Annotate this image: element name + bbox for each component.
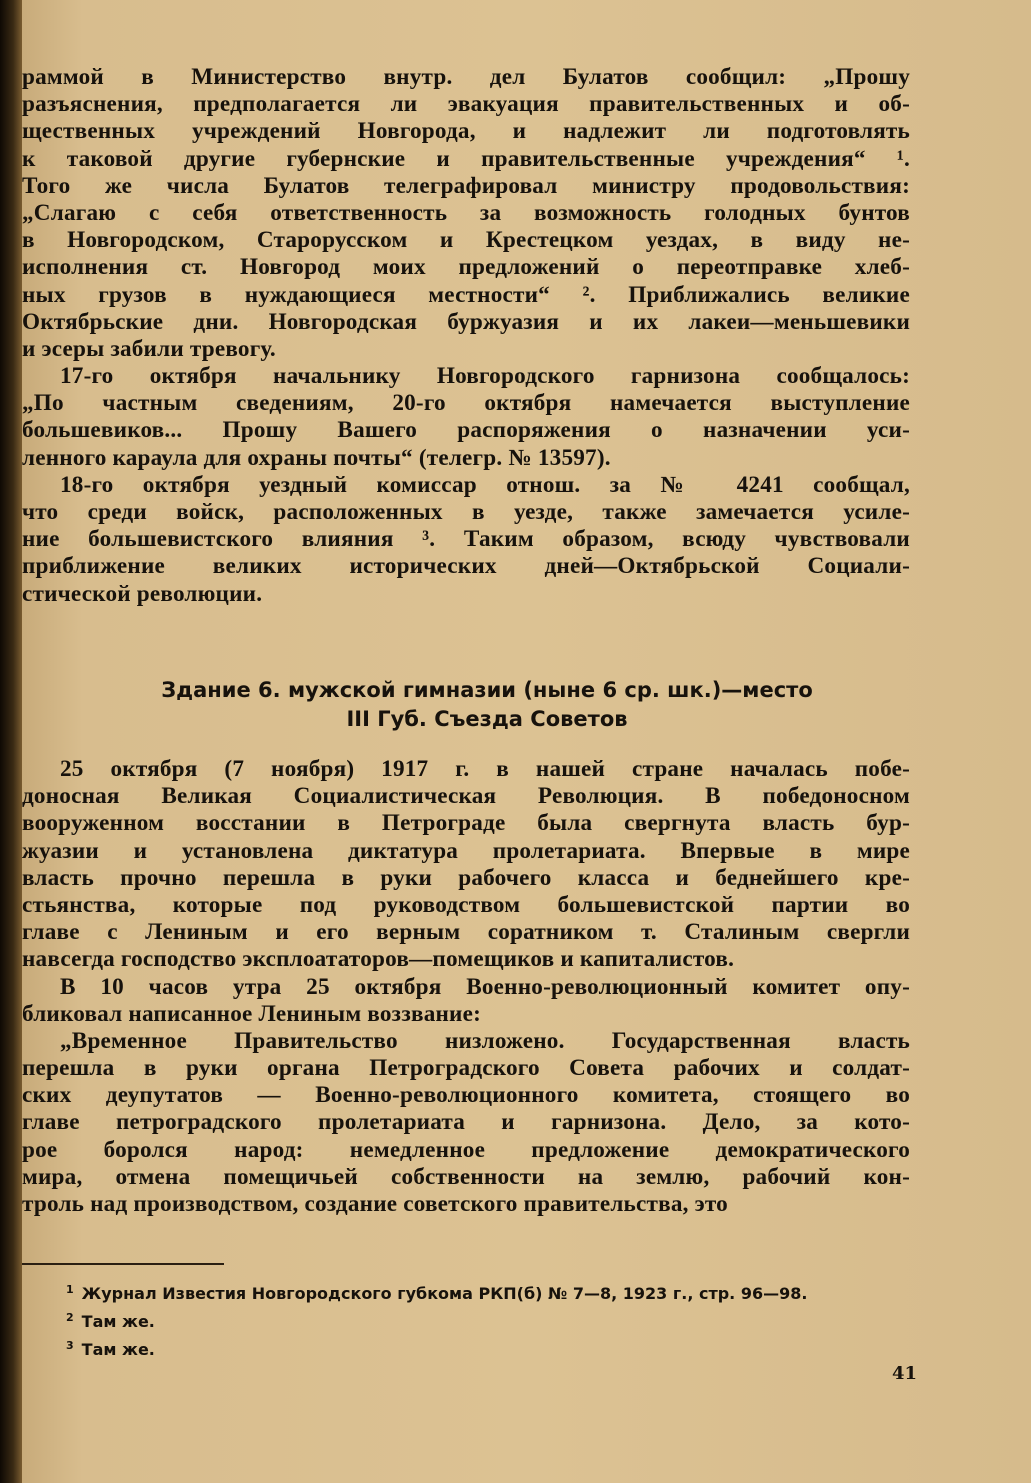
- text-line: 25 октября (7 ноября) 1917 г. в нашей стране началась побе-: [60, 756, 910, 782]
- section-heading-line-1: Здание 6. мужской гимназии (ныне 6 ср. шк.)—место: [161, 678, 813, 702]
- section-heading-line-2: III Губ. Съезда Советов: [346, 707, 628, 731]
- text-line: вооруженном восстании в Петрограде была свергнута власть бур-: [22, 810, 910, 837]
- text-line: щественных учреждений Новгорода, и надлежит ли подготовлять: [22, 118, 910, 145]
- text-line: ние большевистского влияния ³. Таким образом, всюду чувствовали: [22, 526, 910, 553]
- text-line: что среди войск, расположенных в уезде, также замечается усиле-: [22, 499, 910, 525]
- text-line: раммой в Министерство внутр. дел Булатов сообщил: „Прошу: [22, 64, 910, 90]
- footnote-3: [66, 1334, 936, 1362]
- text-line: 17-го октября начальнику Новгородского гарнизона сообщалось:: [60, 363, 910, 390]
- text-line: „Слагаю с себя ответственность за возможность голодных бунтов: [22, 199, 910, 226]
- text-line: Октябрьские дни. Новгородская буржуазия и их лакеи—меньшевики: [22, 308, 910, 335]
- text-line: ных грузов в нуждающиеся местности“ ². Приближались великие: [22, 281, 910, 308]
- footnote-2: [66, 1306, 936, 1334]
- text-line: главе петроградского пролетариата и гарнизона. Дело, за кото-: [22, 1109, 910, 1136]
- page-number: 41: [892, 1363, 918, 1384]
- book-spine-shadow: [0, 0, 22, 1483]
- footnote-marker: 3: [66, 1339, 74, 1352]
- footnote-text: Журнал Известия Новгородского губкома РКП(б) № 7—8, 1923 г., стр. 96—98.: [81, 1284, 808, 1303]
- text-line: ских деупутатов — Военно-революционного комитета, стоящего во: [22, 1082, 910, 1109]
- text-line: В 10 часов утра 25 октября Военно-революционный комитет опу-: [60, 973, 910, 1000]
- section-2-text: [22, 756, 910, 1218]
- text-line: „По частным сведениям, 20-го октября намечается выступление: [22, 390, 910, 417]
- text-line: главе с Лениным и его верным соратником т. Сталиным свергли: [22, 919, 910, 946]
- text-line: 18-го октября уездный комиссар отнош. за № 4241 сообщал,: [60, 471, 910, 498]
- footnote-marker: 2: [66, 1311, 74, 1324]
- text-line: ленного караула для охраны почты“ (телегр. № 13597).: [22, 444, 611, 471]
- text-line: стической революции.: [22, 580, 263, 607]
- text-line: перешла в руки органа Петроградского Совета рабочих и солдат-: [22, 1055, 910, 1082]
- text-line: „Временное Правительство низложено. Государственная власть: [60, 1027, 910, 1054]
- text-line: троль над производством, создание советского правительства, это: [22, 1191, 728, 1217]
- text-line: Того же числа Булатов телеграфировал министру продовольствия:: [22, 172, 910, 199]
- text-line: мира, отмена помещичьей собственности на землю, рабочий кон-: [22, 1163, 910, 1190]
- text-line: приближение великих исторических дней—Октябрьской Социали-: [22, 553, 910, 580]
- text-line: разъяснения, предполагается ли эвакуация правительственных и об-: [22, 91, 910, 118]
- text-line: большевиков... Прошу Вашего распоряжения о назначении уси-: [22, 417, 910, 444]
- text-line: к таковой другие губернские и правительственные учреждения“ ¹.: [22, 145, 910, 172]
- section-1-text: [22, 64, 910, 608]
- footnotes: [66, 1278, 936, 1362]
- footnote-marker: 1: [66, 1283, 74, 1296]
- footnote-text: Там же.: [81, 1312, 155, 1331]
- footnote-1: [66, 1278, 936, 1306]
- text-line: жуазии и установлена диктатура пролетариата. Впервые в мире: [22, 837, 910, 864]
- footnote-text: Там же.: [81, 1340, 155, 1359]
- book-page: [22, 0, 1031, 1483]
- text-line: стьянства, которые под руководством большевистской партии во: [22, 891, 910, 918]
- text-line: рое боролся народ: немедленное предложение демократического: [22, 1136, 910, 1163]
- text-line: власть прочно перешла в руки рабочего класса и беднейшего кре-: [22, 864, 910, 891]
- text-line: исполнения ст. Новгород моих предложений о переотправке хлеб-: [22, 254, 910, 281]
- footnote-rule: [22, 1263, 224, 1265]
- text-line: доносная Великая Социалистическая Революция. В победоносном: [22, 783, 910, 810]
- text-line: и эсеры забили тревогу.: [22, 335, 276, 362]
- text-line: бликовал написанное Лениным воззвание:: [22, 1000, 482, 1027]
- text-line: навсегда господство эксплоататоров—помещиков и капиталистов.: [22, 946, 735, 973]
- text-line: в Новгородском, Старорусском и Крестецком уездах, в виду не-: [22, 227, 910, 254]
